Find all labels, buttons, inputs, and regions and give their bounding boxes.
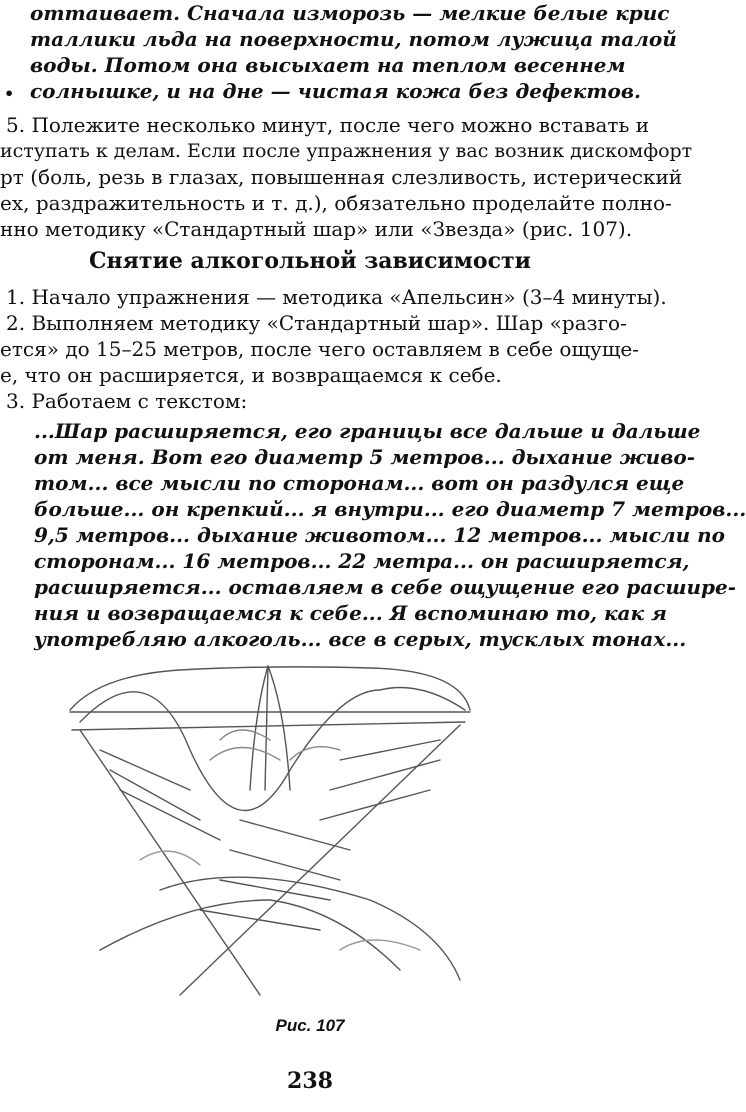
quote-line-2: от меня. Вот его диаметр 5 метров... дыхание живо-	[34, 445, 695, 469]
intro-line-1: оттаивает. Сначала изморозь — мелкие белые крис	[30, 1, 670, 25]
quote-line-8: ния и возвращаемся к себе... Я вспоминаю то, как я	[34, 601, 667, 625]
intro-line-2: таллики льда на поверхности, потом лужица талой	[30, 27, 677, 51]
quote-line-5: 9,5 метров... дыхание животом... 12 метров... мысли по	[34, 523, 725, 547]
intro-line-4: солнышке, и на дне — чистая кожа без дефектов.	[30, 79, 641, 103]
step1-line: 1. Начало упражнения — методика «Апельсин» (3–4 минуты).	[6, 285, 667, 309]
quote-line-1: ...Шар расширяется, его границы все дальше и дальше	[34, 419, 701, 443]
section-title: Снятие алкогольной зависимости	[89, 248, 531, 274]
step5-line-1: 5. Полежите несколько минут, после чего можно вставать и	[6, 113, 650, 137]
quote-line-3: том... все мысли по сторонам... вот он раздулся еще	[34, 471, 685, 495]
step5-line-3: рт (боль, резь в глазах, повышенная слезливость, истерический	[0, 165, 683, 189]
step5-line-4: ех, раздражительность и т. д.), обязательно проделайте полно-	[0, 191, 672, 215]
step2-line-3: е, что он расширяется, и возвращаемся к себе.	[0, 363, 502, 387]
pencil-sketch-figure	[40, 650, 480, 1000]
quote-line-7: расширяется... оставляем в себе ощущение его расшире-	[34, 575, 737, 599]
quote-line-4: больше... он крепкий... я внутри... его диаметр 7 метров...	[34, 497, 746, 521]
quote-line-6: сторонам... 16 метров... 22 метра... он расширяется,	[34, 549, 690, 573]
margin-mark-icon: •	[4, 84, 15, 103]
figure-caption: Рис. 107	[275, 1016, 345, 1035]
step5-line-2: иступать к делам. Если после упражнения у вас возник дискомфорт	[0, 140, 693, 162]
intro-line-3: воды. Потом она высыхает на теплом весеннем	[30, 53, 626, 77]
page-number: 238	[287, 1068, 333, 1094]
step3-line: 3. Работаем с текстом:	[6, 389, 248, 413]
step2-line-1: 2. Выполняем методику «Стандартный шар». Шар «разго-	[6, 311, 627, 335]
step2-line-2: ется» до 15–25 метров, после чего оставляем в себе ощуще-	[0, 337, 640, 361]
quote-line-9: употребляю алкоголь... все в серых, тусклых тонах...	[34, 627, 687, 651]
step5-line-5: нно методику «Стандартный шар» или «Звезда» (рис. 107).	[0, 217, 633, 241]
